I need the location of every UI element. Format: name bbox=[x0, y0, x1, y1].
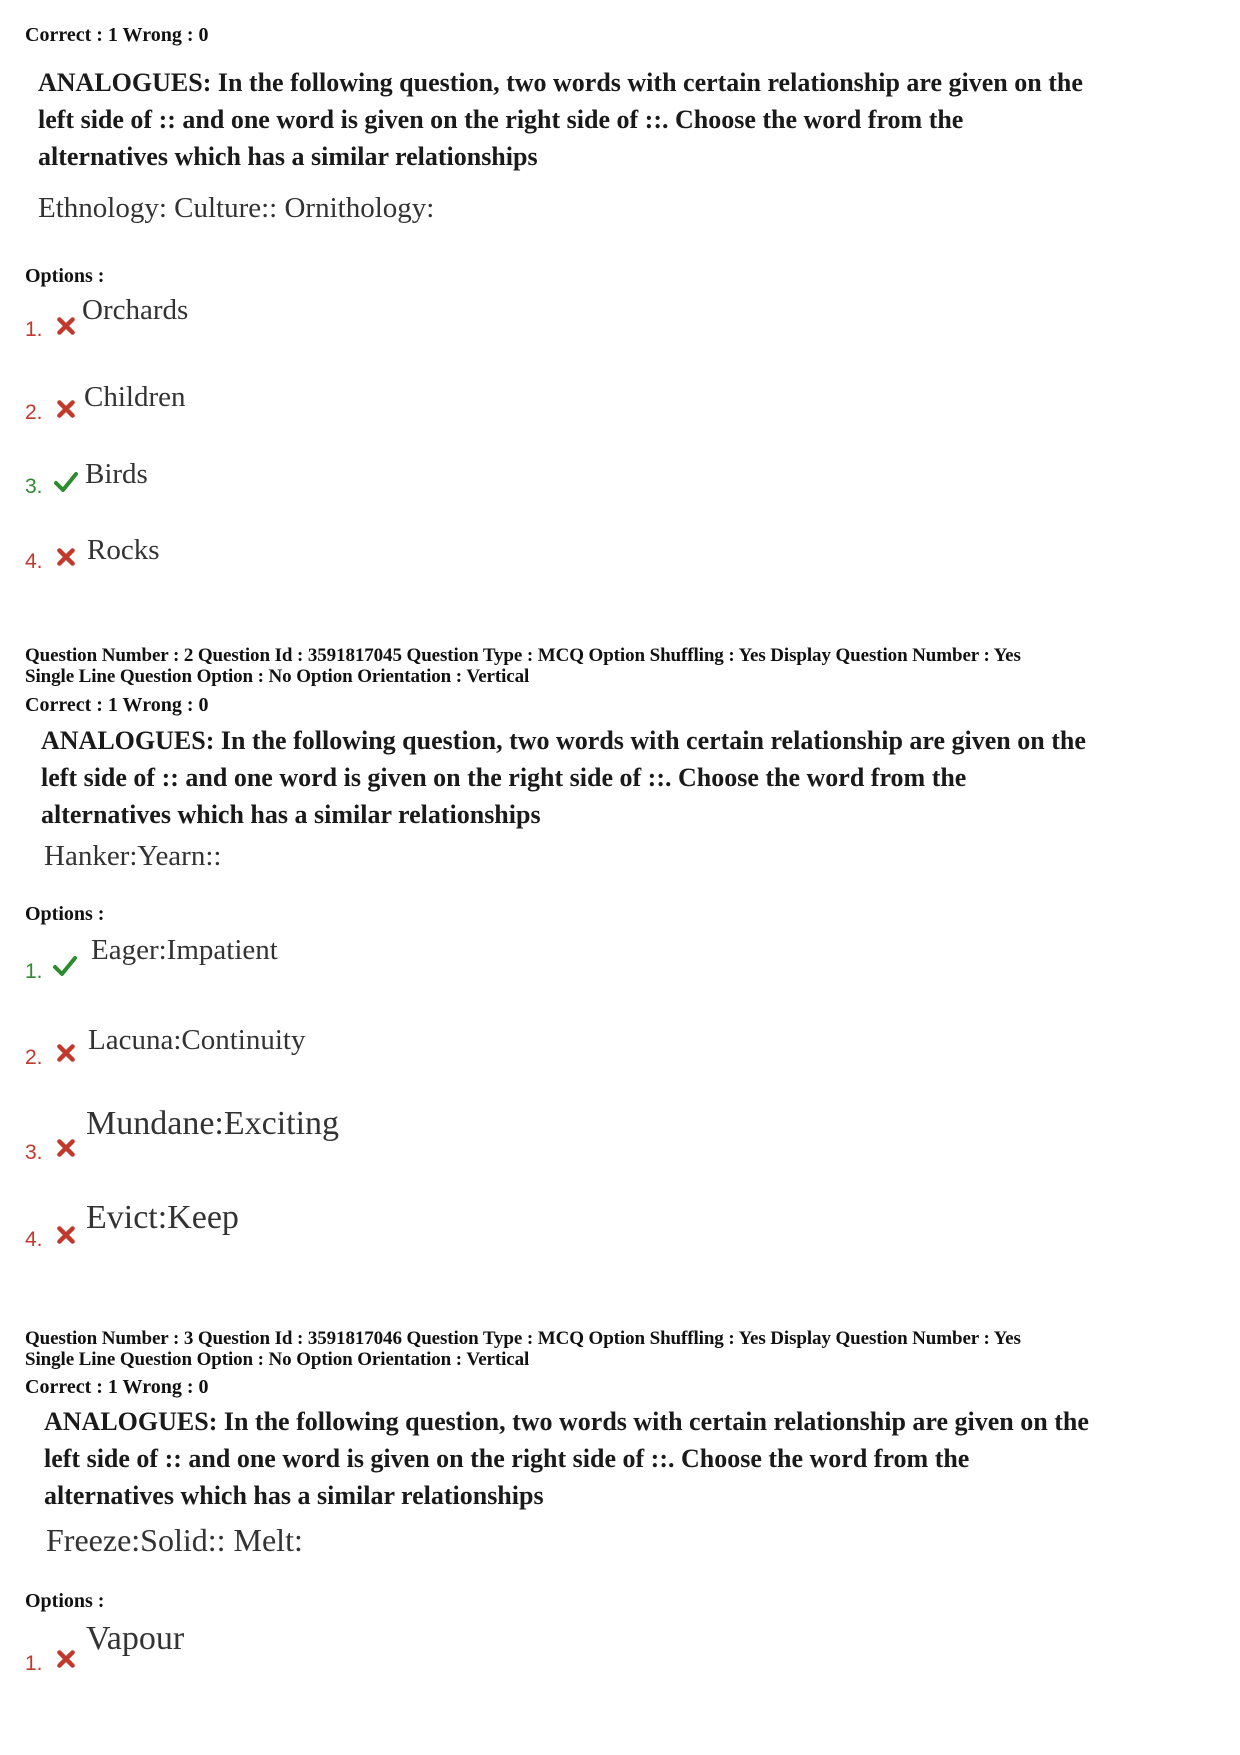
check-icon bbox=[52, 954, 78, 978]
option-number: 2. bbox=[25, 1046, 43, 1069]
option-text: Evict:Keep bbox=[86, 1199, 239, 1236]
option-text: Vapour bbox=[86, 1620, 185, 1657]
cross-icon bbox=[55, 315, 77, 337]
cross-icon bbox=[55, 1042, 77, 1064]
cross-icon bbox=[55, 1648, 77, 1670]
question-analogy: Hanker:Yearn:: bbox=[44, 840, 222, 872]
cross-icon bbox=[55, 1224, 77, 1246]
option-number: 2. bbox=[25, 401, 43, 424]
option-number: 1. bbox=[25, 318, 43, 341]
option-number: 1. bbox=[25, 1652, 43, 1675]
score-line: Correct : 1 Wrong : 0 bbox=[25, 1376, 209, 1398]
question-meta-line: Question Number : 2 Question Id : 3591817045 Question Type : MCQ Option Shuffling : Yes Display Question Number : Yes bbox=[25, 645, 1021, 666]
cross-icon bbox=[55, 398, 77, 420]
option-text: Rocks bbox=[87, 534, 160, 566]
check-icon bbox=[53, 470, 79, 494]
question-analogy: Ethnology: Culture:: Ornithology: bbox=[38, 192, 435, 224]
option-text: Orchards bbox=[82, 294, 189, 326]
cross-icon bbox=[55, 1137, 77, 1159]
option-text: Children bbox=[84, 381, 186, 413]
question-meta bbox=[25, 645, 1021, 687]
question-meta-line: Single Line Question Option : No Option Orientation : Vertical bbox=[25, 666, 530, 687]
option-text: Birds bbox=[85, 458, 148, 490]
score-line: Correct : 1 Wrong : 0 bbox=[25, 694, 209, 716]
options-label: Options : bbox=[25, 1590, 105, 1612]
question-stem: ANALOGUES: In the following question, two words with certain relationship are given on the left side of :: and one word is given on the right side of ::. Choose the word from the alternatives which has a similar relationships bbox=[38, 68, 1083, 171]
score-line: Correct : 1 Wrong : 0 bbox=[25, 24, 209, 46]
question-meta-line: Question Number : 3 Question Id : 3591817046 Question Type : MCQ Option Shuffling : Yes Display Question Number : Yes bbox=[25, 1328, 1021, 1349]
option-number: 3. bbox=[25, 1141, 43, 1164]
option-text: Lacuna:Continuity bbox=[88, 1024, 306, 1056]
question-meta bbox=[25, 1328, 1021, 1370]
options-label: Options : bbox=[25, 903, 105, 925]
question-stem: ANALOGUES: In the following question, two words with certain relationship are given on the left side of :: and one word is given on the right side of ::. Choose the word from the alternatives which has a similar relationships bbox=[41, 726, 1086, 829]
question-meta-line: Single Line Question Option : No Option Orientation : Vertical bbox=[25, 1349, 530, 1370]
question-stem: ANALOGUES: In the following question, two words with certain relationship are given on the left side of :: and one word is given on the right side of ::. Choose the word from the alternatives which has a similar relationships bbox=[44, 1407, 1089, 1510]
option-number: 4. bbox=[25, 1228, 43, 1251]
options-label: Options : bbox=[25, 265, 105, 287]
option-number: 3. bbox=[25, 475, 43, 498]
option-text: Eager:Impatient bbox=[91, 934, 278, 966]
cross-icon bbox=[55, 546, 77, 568]
option-number: 1. bbox=[25, 960, 43, 983]
option-number: 4. bbox=[25, 550, 43, 573]
option-text: Mundane:Exciting bbox=[86, 1105, 340, 1142]
question-analogy: Freeze:Solid:: Melt: bbox=[46, 1522, 303, 1558]
